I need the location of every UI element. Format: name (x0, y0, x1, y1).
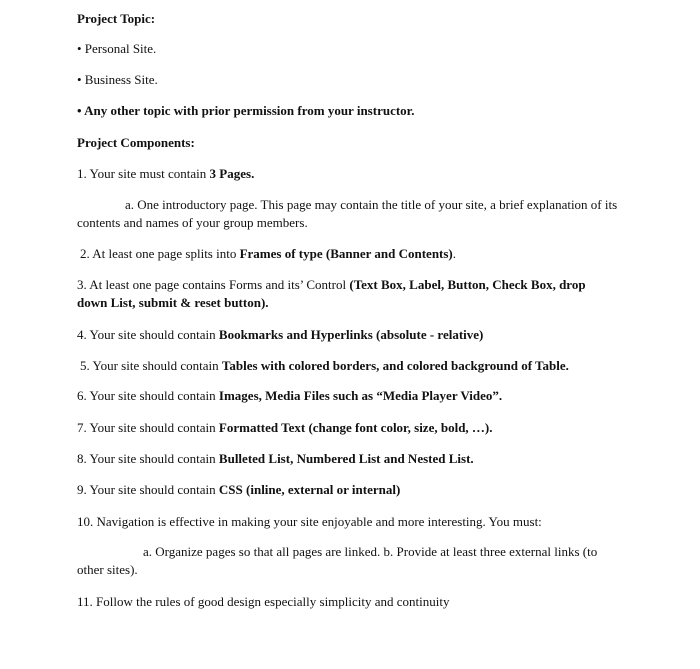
component-11: 11. Follow the rules of good design especially simplicity and continuity (77, 594, 450, 609)
component-6 (77, 388, 502, 404)
component-5-bold: Tables with colored borders, and colored background of Table. (221, 358, 569, 373)
component-2-text: 2. At least one page splits into (80, 246, 240, 261)
component-4-text: 4. Your site should contain (77, 327, 219, 342)
component-9 (77, 482, 400, 498)
component-4 (77, 327, 483, 343)
component-9-bold: CSS (inline, external or internal) (218, 482, 401, 497)
topic-item-business: • Business Site. (77, 72, 158, 87)
topic-item-personal: • Personal Site. (77, 41, 157, 56)
component-7 (77, 420, 493, 436)
component-2-post: . (452, 246, 457, 261)
component-8-bold: Bulleted List, Numbered List and Nested List. (218, 451, 474, 466)
project-topic-heading: Project Topic: (77, 11, 156, 26)
component-1-text: 1. Your site must contain (77, 166, 210, 181)
topic-item-other: • Any other topic with prior permission from your instructor. (77, 103, 415, 118)
component-3-text: 3. At least one page contains Forms and its’ Control (77, 277, 350, 292)
component-2-bold: Frames of type (Banner and Contents) (239, 246, 453, 261)
component-10: 10. Navigation is effective in making your site enjoyable and more interesting. You must: (77, 514, 542, 529)
project-components-heading: Project Components: (77, 135, 195, 150)
component-5-text: 5. Your site should contain (80, 358, 222, 373)
component-1a: a. One introductory page. This page may contain the title of your site, a brief explanation of its contents and names of your group members. (77, 197, 618, 230)
component-7-bold: Formatted Text (change font color, size, bold, …). (218, 420, 493, 435)
component-1 (77, 166, 254, 182)
component-8 (77, 451, 474, 467)
component-7-text: 7. Your site should contain (77, 420, 219, 435)
component-10a: a. Organize pages so that all pages are linked. b. Provide at least three external links (to other sites). (77, 544, 598, 577)
component-6-bold: Images, Media Files such as “Media Player Video”. (218, 388, 503, 403)
component-6-text: 6. Your site should contain (77, 388, 219, 403)
component-3 (77, 276, 602, 312)
component-9-text: 9. Your site should contain (77, 482, 219, 497)
component-2 (80, 246, 456, 262)
component-8-text: 8. Your site should contain (77, 451, 219, 466)
component-5 (80, 358, 569, 374)
component-4-bold: Bookmarks and Hyperlinks (absolute - relative) (218, 327, 484, 342)
component-3-bold: (Text Box, Label, Button, Check Box, drop down List, submit & reset button). (77, 277, 586, 310)
component-1-bold: 3 Pages. (209, 166, 255, 181)
